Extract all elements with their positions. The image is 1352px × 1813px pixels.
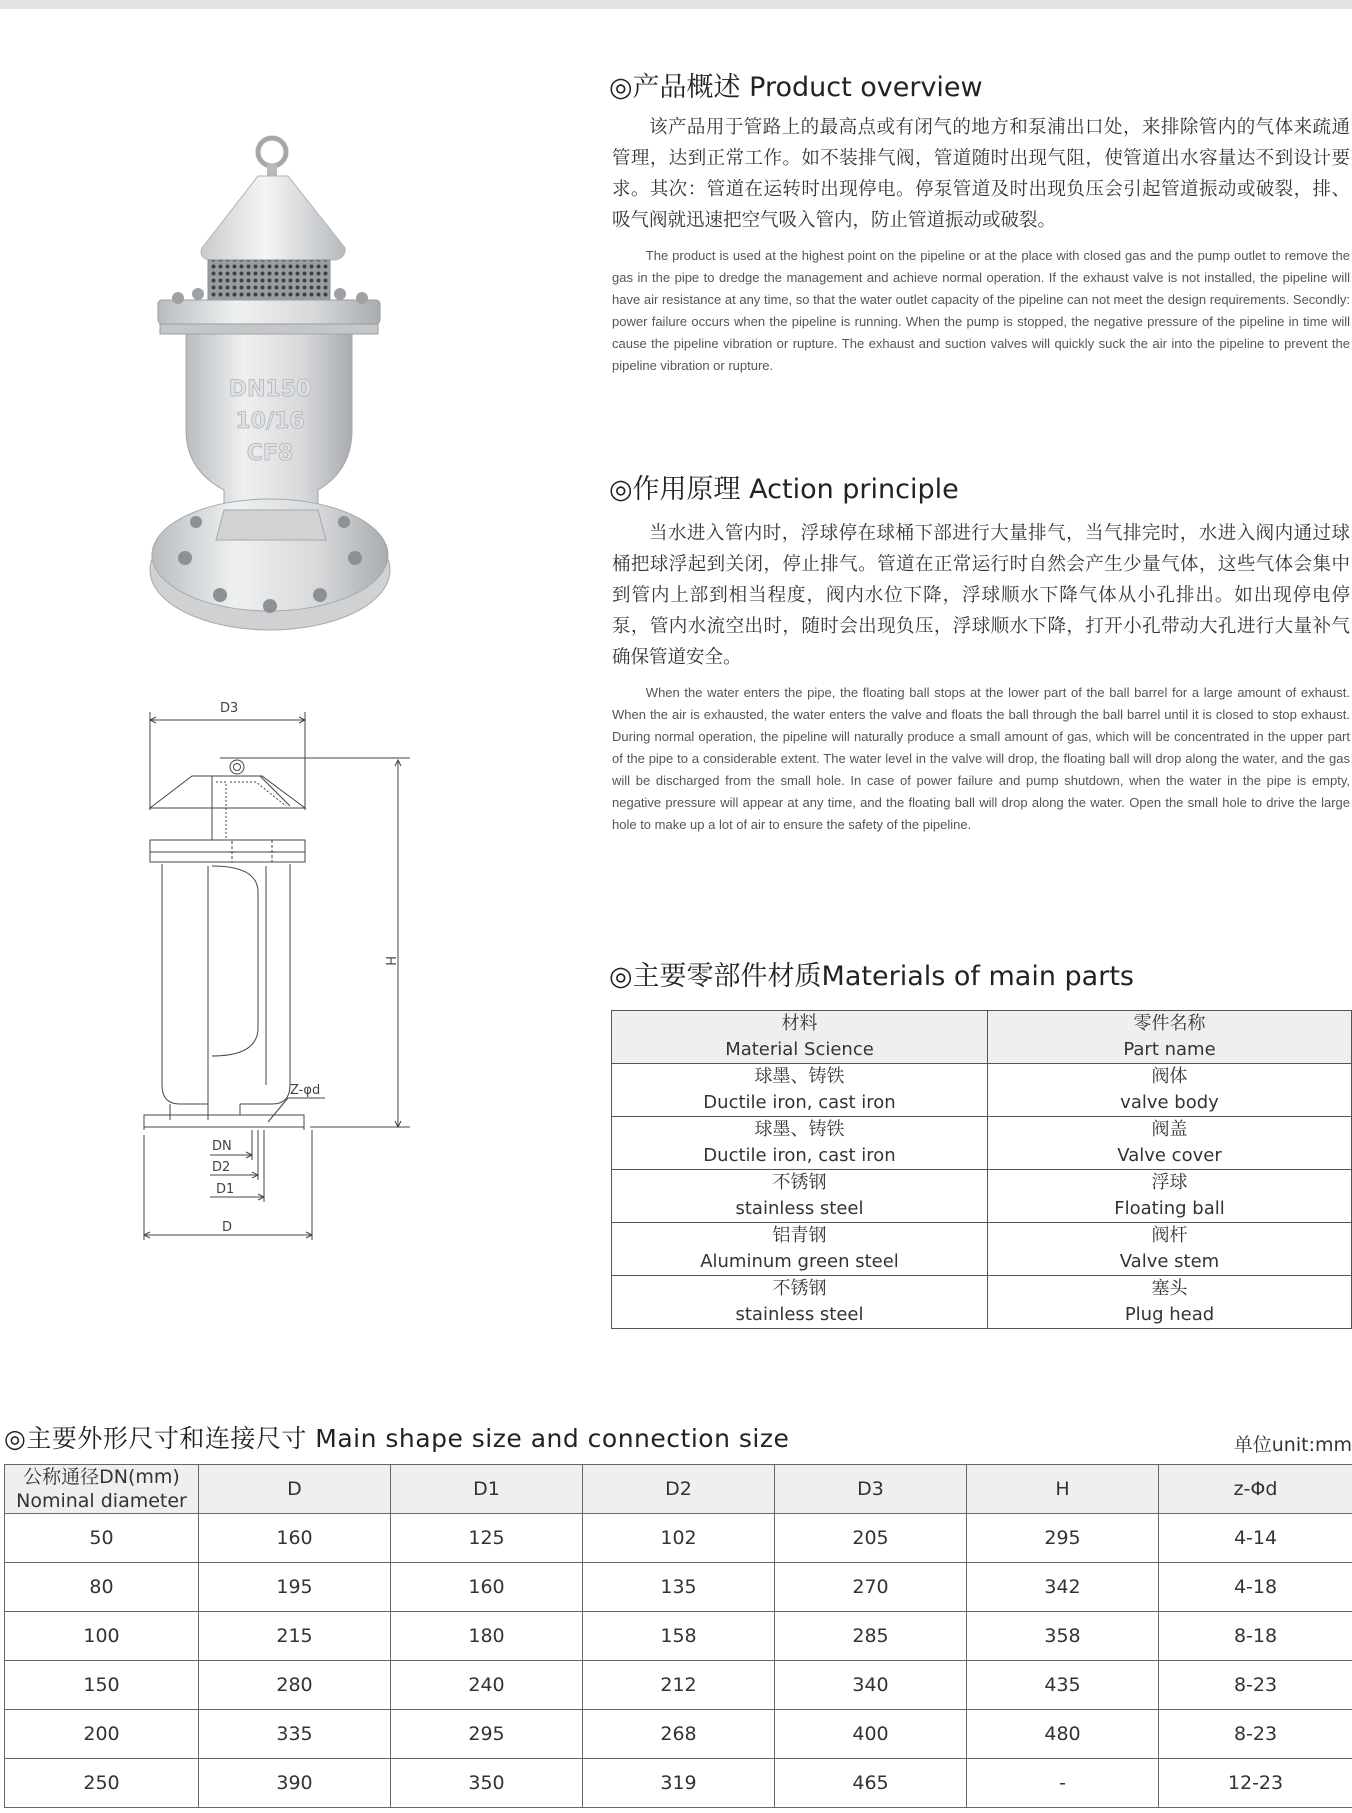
cell-z-phi-d: 4-18 bbox=[1159, 1563, 1352, 1612]
cell-d2: 135 bbox=[583, 1563, 775, 1612]
materials-title: ◎主要零部件材质Materials of main parts bbox=[609, 961, 1134, 992]
header-d2: D2 bbox=[583, 1465, 775, 1514]
cell-dn: 50 bbox=[5, 1514, 199, 1563]
cell-d2: 158 bbox=[583, 1612, 775, 1661]
cell-d: 160 bbox=[199, 1514, 391, 1563]
material-cell: 不锈钢 stainless steel bbox=[612, 1170, 988, 1223]
table-row bbox=[5, 1612, 1352, 1661]
principle-text-cn: 当水进入管内时，浮球停在球桶下部进行大量排气，当气排完时，水进入阀内通过球桶把球浮起到关闭，停止排气。管道在正常运行时自然会产生少量气体，这些气体会集中到管内上部到相当程度，阀内水位下降，浮球顺水下降气体从小孔排出。如出现停电停泵，管内水流空出时，随时会出现负压，浮球顺水下降，打开小孔带动大孔进行大量补气确保管道安全。 bbox=[612, 523, 1350, 668]
part-cell: 塞头 Plug head bbox=[988, 1276, 1352, 1329]
table-row bbox=[612, 1276, 1352, 1329]
cell-d: 390 bbox=[199, 1759, 391, 1808]
principle-text-en: When the water enters the pipe, the floating ball stops at the lower part of the ball barrel for a large amount of exhaust. When the air is exhausted, the water enters the valve and floats the ball through the ball barrel until it is closed to stop exhaust. During normal operation, the pipeline will naturally produce a small amount of gas, which will be concentrated in the upper part of the pipe to a considerable extent. The water level in the valve will drop, the floating ball will drop along the water, and the gas will be discharged from the small hole. In case of power failure and pump shutdown, when the water in the pipe is empty, negative pressure will appear at any time, and the floating ball will drop along the water. Open the small hole to drive the large hole to make up a lot of air to ensure the safety of the pipeline. bbox=[612, 685, 1350, 832]
top-border-bar bbox=[0, 0, 1352, 9]
table-row bbox=[5, 1661, 1352, 1710]
cast-text-material: CF8 bbox=[246, 441, 294, 466]
cell-d1: 125 bbox=[391, 1514, 583, 1563]
part-cell: 阀盖 Valve cover bbox=[988, 1117, 1352, 1170]
unit-label: 单位unit:mm bbox=[1233, 1434, 1352, 1456]
cell-d3: 340 bbox=[775, 1661, 967, 1710]
cast-text-dn: DN150 bbox=[228, 377, 312, 402]
cell-d2: 268 bbox=[583, 1710, 775, 1759]
cell-dn: 250 bbox=[5, 1759, 199, 1808]
dimensions-title: ◎主要外形尺寸和连接尺寸 Main shape size and connection size bbox=[4, 1424, 790, 1453]
table-row bbox=[612, 1064, 1352, 1117]
cell-z-phi-d: 8-18 bbox=[1159, 1612, 1352, 1661]
label-d3: D3 bbox=[220, 701, 239, 716]
overview-text-en: The product is used at the highest point on the pipeline or at the place with closed gas and the pump outlet to remove the gas in the pipe to dredge the management and achieve normal operation. If the exhaust valve is not installed, the pipeline will have air resistance at any time, so that the water outlet capacity of the pipeline can not meet the design requirements. Secondly: power failure occurs when the pipeline is running. When the pump is stopped, the negative pressure of the pipeline in time will cause the pipeline vibration or rupture. The exhaust and suction valves will quickly suck the air into the pipeline to prevent the pipeline vibration or rupture. bbox=[612, 248, 1350, 373]
principle-title: ◎作用原理 Action principle bbox=[609, 474, 959, 505]
cell-dn: 150 bbox=[5, 1661, 199, 1710]
cell-d2: 212 bbox=[583, 1661, 775, 1710]
table-row bbox=[612, 1117, 1352, 1170]
cell-dn: 200 bbox=[5, 1710, 199, 1759]
cell-h: 358 bbox=[967, 1612, 1159, 1661]
dimensions-header-row bbox=[5, 1465, 1352, 1514]
cell-d3: 270 bbox=[775, 1563, 967, 1612]
materials-table bbox=[611, 1010, 1352, 1329]
cell-d: 280 bbox=[199, 1661, 391, 1710]
cell-d3: 285 bbox=[775, 1612, 967, 1661]
part-cell: 阀体 valve body bbox=[988, 1064, 1352, 1117]
header-d3: D3 bbox=[775, 1465, 967, 1514]
table-row bbox=[5, 1563, 1352, 1612]
label-d1: D1 bbox=[216, 1182, 235, 1197]
label-z-phi-d: Z-φd bbox=[290, 1083, 321, 1098]
material-cell: 不锈钢 stainless steel bbox=[612, 1276, 988, 1329]
header-d: D bbox=[199, 1465, 391, 1514]
dimensions-table bbox=[4, 1464, 1352, 1808]
cell-z-phi-d: 4-14 bbox=[1159, 1514, 1352, 1563]
table-row bbox=[5, 1759, 1352, 1808]
cell-d: 215 bbox=[199, 1612, 391, 1661]
cell-d3: 465 bbox=[775, 1759, 967, 1808]
dimension-drawing bbox=[140, 690, 430, 1250]
overview-text-cn: 该产品用于管路上的最高点或有闭气的地方和泵浦出口处，来排除管内的气体来疏通管理，达到正常工作。如不装排气阀，管道随时出现气阻，使管道出水容量达不到设计要求。其次：管道在运转时出现停电。停泵管道及时出现负压会引起管道振动或破裂，排、吸气阀就迅速把空气吸入管内，防止管道振动或破裂。 bbox=[612, 117, 1350, 231]
part-cell: 阀杆 Valve stem bbox=[988, 1223, 1352, 1276]
cell-d1: 295 bbox=[391, 1710, 583, 1759]
cell-h: 435 bbox=[967, 1661, 1159, 1710]
cell-d: 195 bbox=[199, 1563, 391, 1612]
cell-z-phi-d: 12-23 bbox=[1159, 1759, 1352, 1808]
header-z-phi-d: z-Φd bbox=[1159, 1465, 1352, 1514]
table-row bbox=[5, 1514, 1352, 1563]
cell-d2: 102 bbox=[583, 1514, 775, 1563]
header-nominal-diameter: 公称通径DN(mm) Nominal diameter bbox=[5, 1465, 199, 1514]
cell-dn: 100 bbox=[5, 1612, 199, 1661]
cell-d1: 160 bbox=[391, 1563, 583, 1612]
cell-dn: 80 bbox=[5, 1563, 199, 1612]
product-photo bbox=[140, 130, 400, 640]
cell-z-phi-d: 8-23 bbox=[1159, 1710, 1352, 1759]
label-d2: D2 bbox=[212, 1160, 231, 1175]
cell-z-phi-d: 8-23 bbox=[1159, 1661, 1352, 1710]
cell-d1: 180 bbox=[391, 1612, 583, 1661]
materials-header-part: 零件名称 Part name bbox=[988, 1011, 1352, 1064]
cell-h: 342 bbox=[967, 1563, 1159, 1612]
cell-d2: 319 bbox=[583, 1759, 775, 1808]
table-row bbox=[612, 1170, 1352, 1223]
cell-d1: 350 bbox=[391, 1759, 583, 1808]
cell-h: 295 bbox=[967, 1514, 1159, 1563]
materials-header-material: 材料 Material Science bbox=[612, 1011, 988, 1064]
label-dn: DN bbox=[212, 1139, 232, 1154]
label-d: D bbox=[222, 1220, 233, 1235]
cell-d: 335 bbox=[199, 1710, 391, 1759]
cell-d3: 400 bbox=[775, 1710, 967, 1759]
part-cell: 浮球 Floating ball bbox=[988, 1170, 1352, 1223]
cast-text-pn: 10/16 bbox=[235, 409, 305, 434]
header-d1: D1 bbox=[391, 1465, 583, 1514]
cell-d3: 205 bbox=[775, 1514, 967, 1563]
materials-header-row bbox=[612, 1011, 1352, 1064]
material-cell: 球墨、铸铁 Ductile iron, cast iron bbox=[612, 1117, 988, 1170]
table-row bbox=[5, 1710, 1352, 1759]
cell-h: - bbox=[967, 1759, 1159, 1808]
header-h: H bbox=[967, 1465, 1159, 1514]
table-row bbox=[612, 1223, 1352, 1276]
cell-d1: 240 bbox=[391, 1661, 583, 1710]
overview-title: ◎产品概述 Product overview bbox=[609, 72, 983, 103]
label-h: H bbox=[382, 956, 397, 966]
cell-h: 480 bbox=[967, 1710, 1159, 1759]
material-cell: 铝青钢 Aluminum green steel bbox=[612, 1223, 988, 1276]
material-cell: 球墨、铸铁 Ductile iron, cast iron bbox=[612, 1064, 988, 1117]
